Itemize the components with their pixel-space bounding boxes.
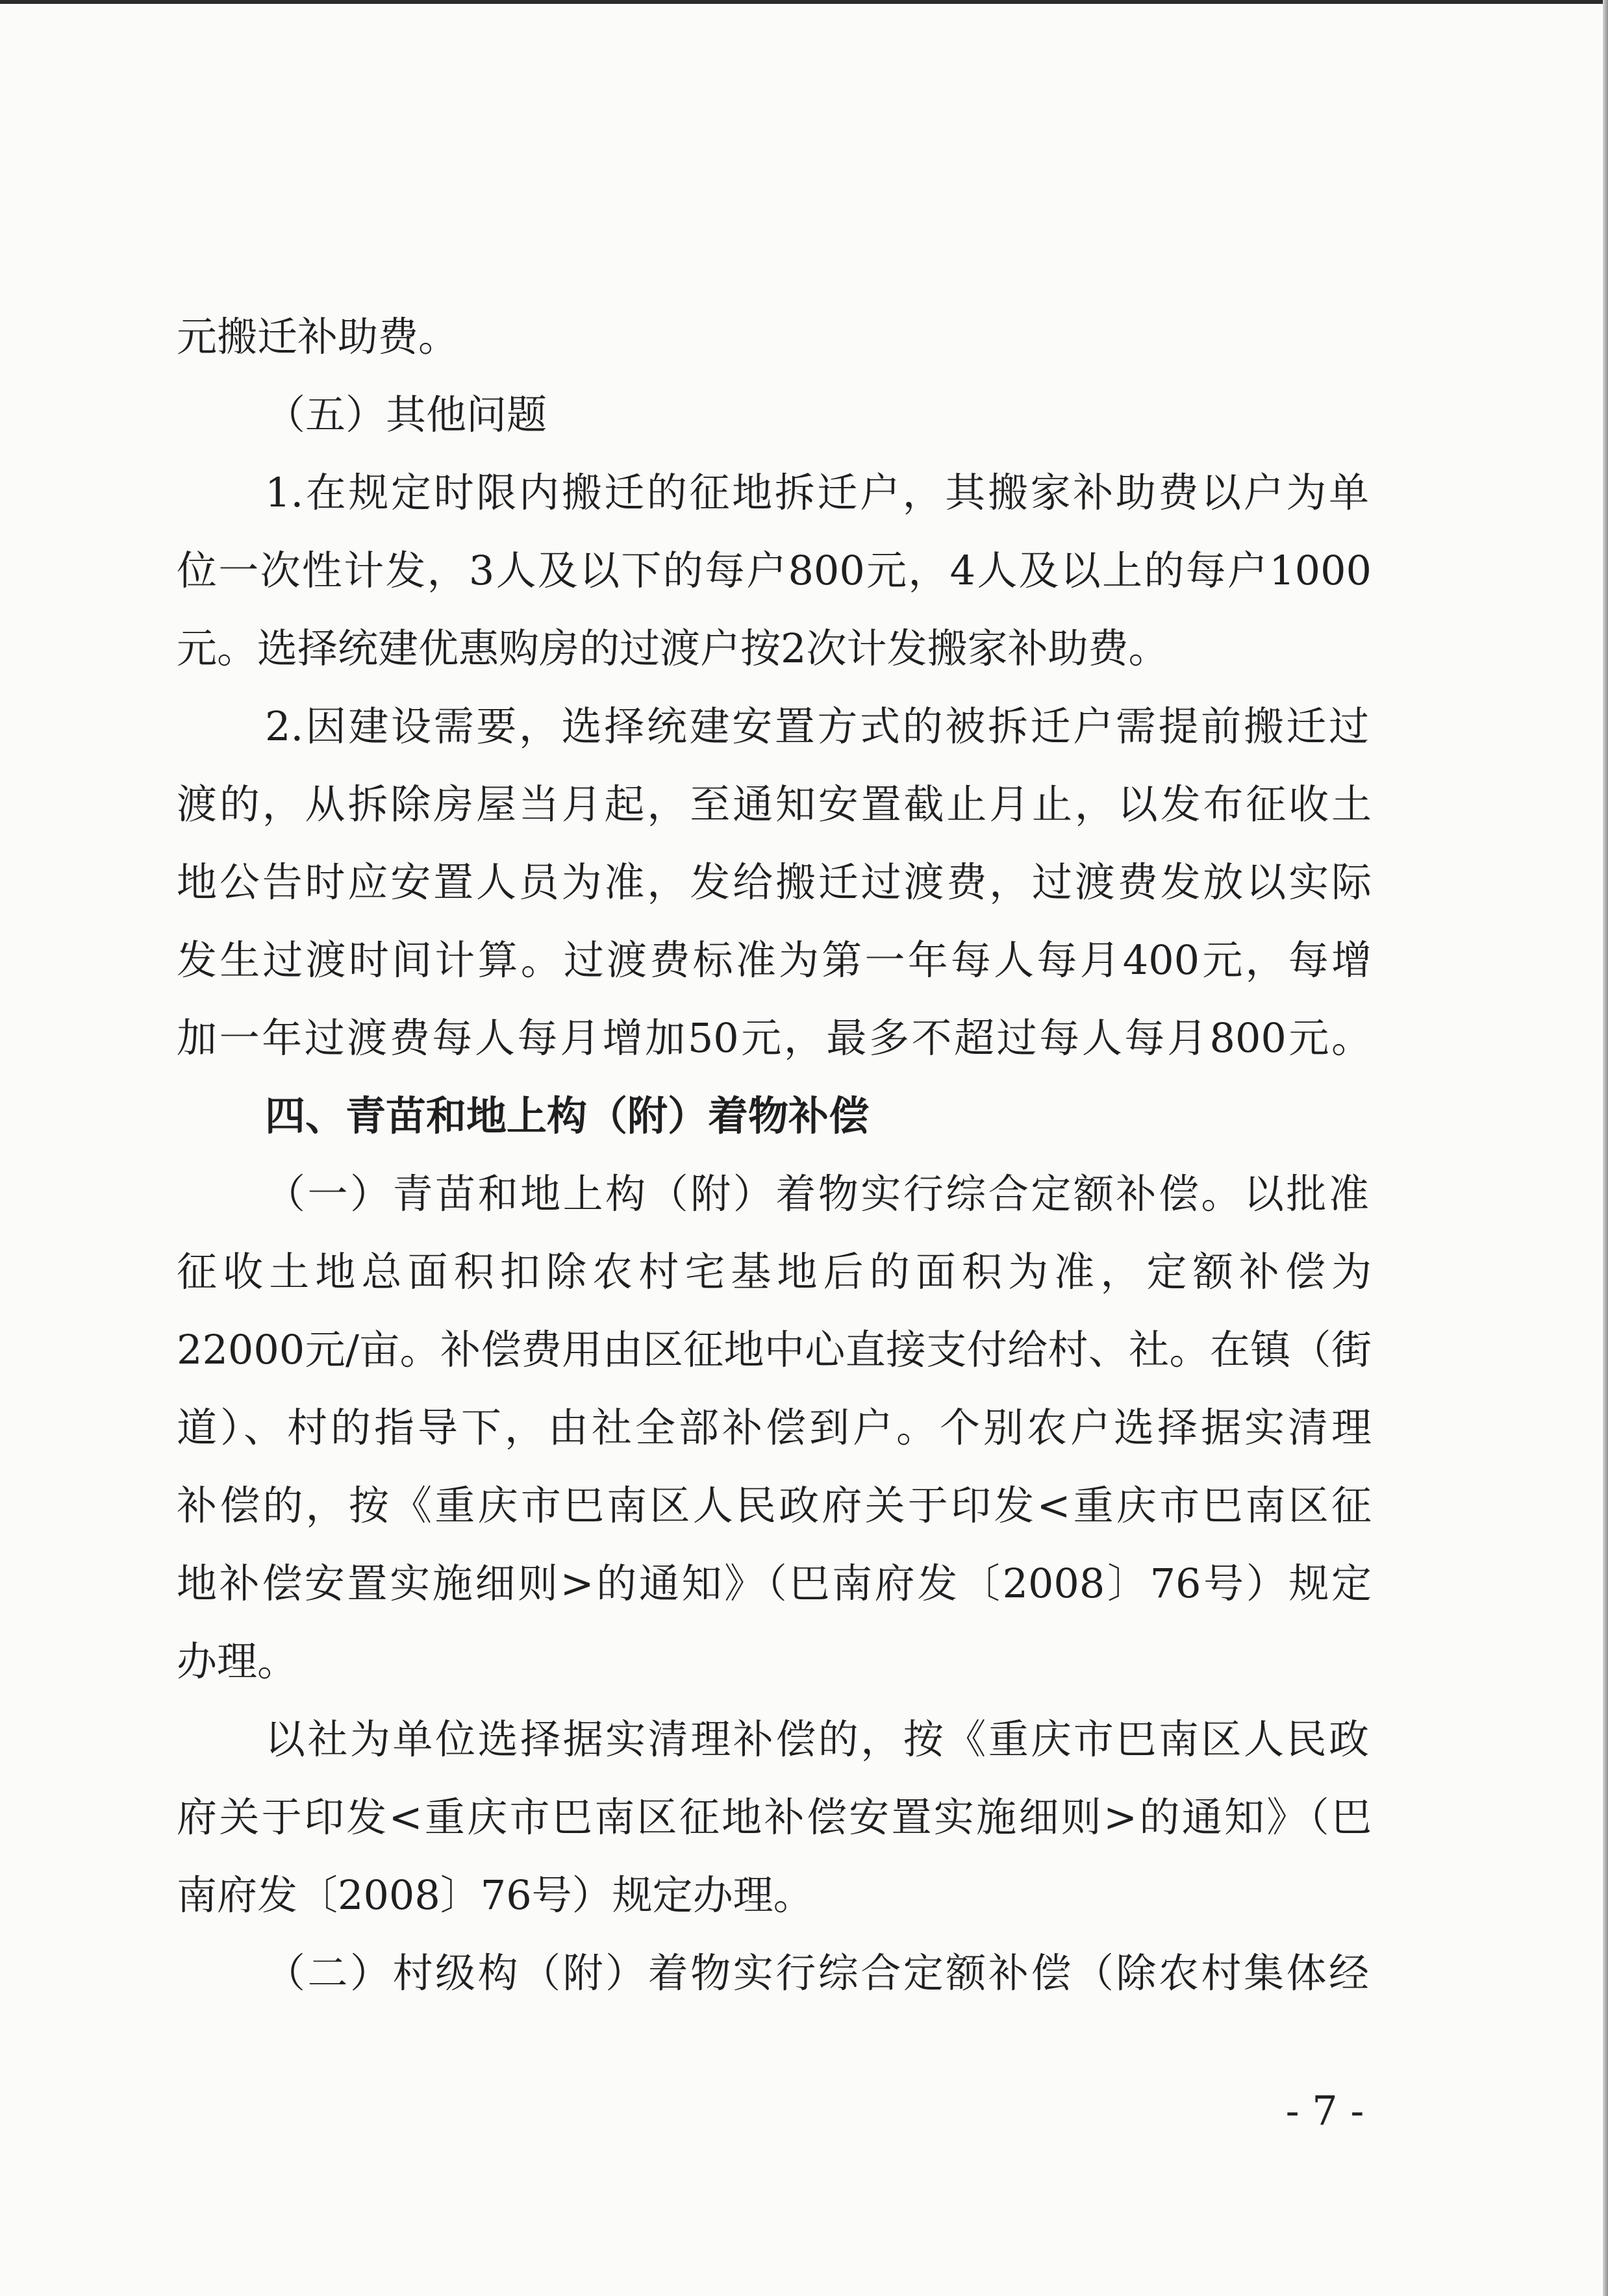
text-line: 位一次性计发，3人及以下的每户800元，4人及以上的每户1000 [177, 547, 1372, 594]
text-line: 道）、村的指导下，由社全部补偿到户。个别农户选择据实清理 [177, 1404, 1372, 1451]
section-subheading: （五）其他问题 [265, 391, 547, 438]
section-heading: 四、青苗和地上构（附）着物补偿 [265, 1092, 870, 1140]
text-line: 征收土地总面积扣除农村宅基地后的面积为准，定额补偿为 [177, 1248, 1372, 1295]
text-line: 补偿的，按《重庆市巴南区人民政府关于印发<重庆市巴南区征 [177, 1482, 1372, 1529]
scan-edge-right [1603, 0, 1608, 2296]
text-line: 办理。 [177, 1638, 298, 1685]
text-line: 地公告时应安置人员为准，发给搬迁过渡费，过渡费发放以实际 [177, 858, 1372, 906]
text-line: 发生过渡时间计算。过渡费标准为第一年每人每月400元，每增 [177, 936, 1372, 984]
text-line: （二）村级构（附）着物实行综合定额补偿（除农村集体经 [265, 1949, 1369, 1997]
text-line: 1.在规定时限内搬迁的征地拆迁户，其搬家补助费以户为单 [265, 469, 1369, 516]
text-line: 府关于印发<重庆市巴南区征地补偿安置实施细则>的通知》（巴 [177, 1793, 1372, 1841]
text-line: 渡的，从拆除房屋当月起，至通知安置截止月止，以发布征收土 [177, 780, 1372, 828]
text-line: 元。选择统建优惠购房的过渡户按2次计发搬家补助费。 [177, 625, 1169, 672]
text-line: 以社为单位选择据实清理补偿的，按《重庆市巴南区人民政 [265, 1716, 1369, 1763]
page-number: - 7 - [1285, 2087, 1364, 2134]
text-line: （一）青苗和地上构（附）着物实行综合定额补偿。以批准 [265, 1170, 1369, 1217]
text-line: 22000元/亩。补偿费用由区征地中心直接支付给村、社。在镇（街 [177, 1326, 1372, 1373]
scan-edge-top [0, 0, 1608, 4]
text-line: 南府发〔2008〕76号）规定办理。 [177, 1871, 814, 1919]
text-line: 元搬迁补助费。 [177, 313, 459, 360]
text-line: 地补偿安置实施细则>的通知》（巴南府发〔2008〕76号）规定 [177, 1560, 1372, 1607]
text-line: 2.因建设需要，选择统建安置方式的被拆迁户需提前搬迁过 [265, 703, 1369, 750]
text-line: 加一年过渡费每人每月增加50元，最多不超过每人每月800元。 [177, 1014, 1372, 1062]
